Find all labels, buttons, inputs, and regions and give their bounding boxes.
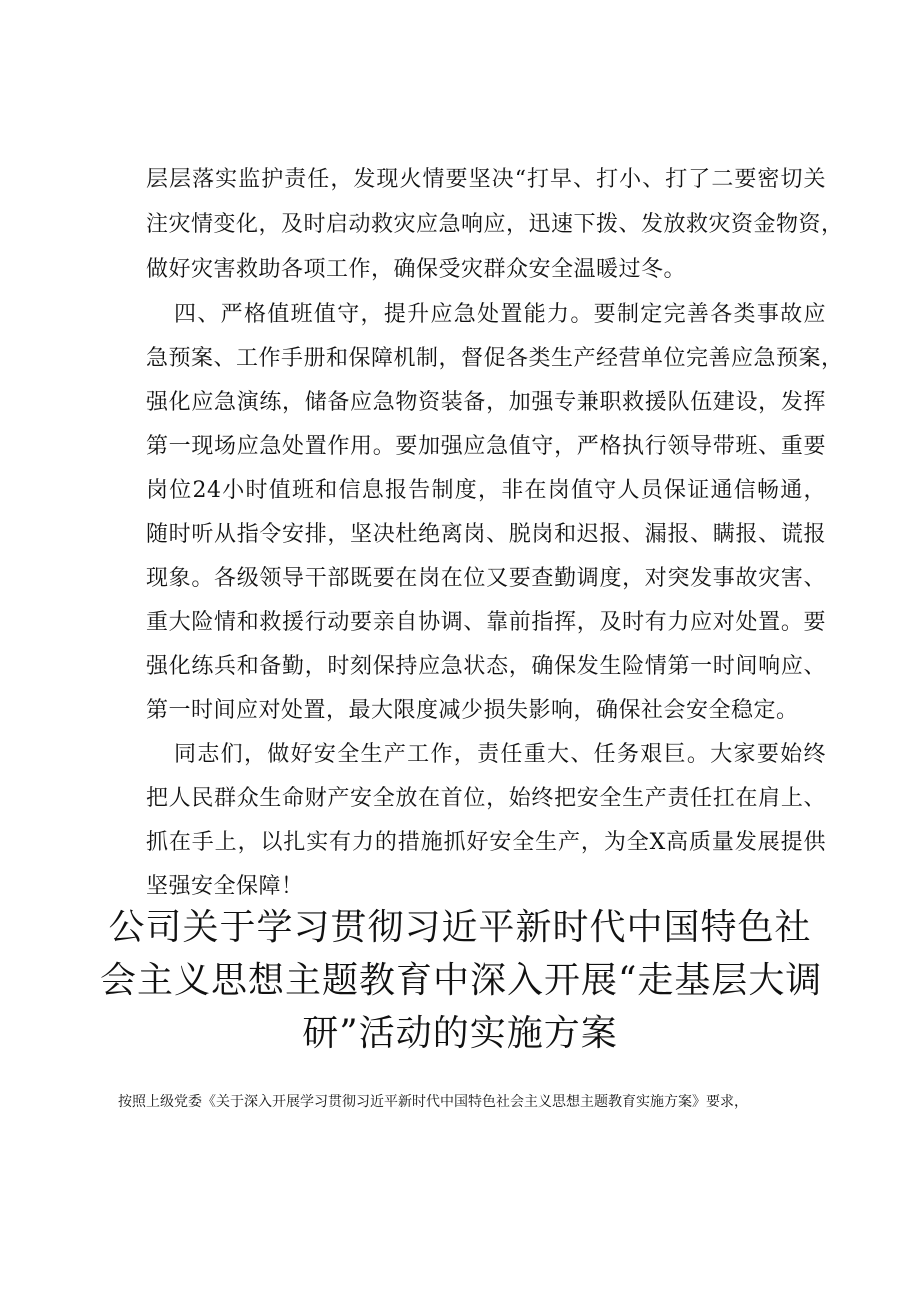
- paragraph-1-line-2: 注灾情变化，及时启动救灾应急响应，迅速下拨、发放救灾资金物资，: [146, 212, 844, 237]
- paragraph-2-line-2: 急预案、工作手册和保障机制，督促各类生产经营单位完善应急预案，: [146, 346, 844, 371]
- paragraph-2-line-4: 第一现场应急处置作用。要加强应急值守，严格执行领导带班、重要: [146, 434, 826, 459]
- paragraph-3-line-4: 坚强安全保障！: [146, 874, 304, 899]
- paragraph-2-line-7: 现象。各级领导干部既要在岗在位又要查勤调度，对突发事故灾害、: [146, 566, 826, 591]
- intro-paragraph: 按照上级党委《关于深入开展学习贯彻习近平新时代中国特色社会主义思想主题教育实施方案》要求，: [118, 1094, 748, 1110]
- document-title-line-2: 会主义思想主题教育中深入开展“走基层大调: [100, 960, 823, 1001]
- paragraph-3-line-2: 把人民群众生命财产安全放在首位，始终把安全生产责任扛在肩上、: [146, 786, 826, 811]
- paragraph-3-line-1: 同志们，做好安全生产工作，责任重大、任务艰巨。大家要始终: [174, 742, 826, 767]
- document-title-line-3: 研”活动的实施方案: [302, 1013, 618, 1054]
- paragraph-1-line-3: 做好灾害救助各项工作，确保受灾群众安全温暖过冬。: [146, 257, 687, 282]
- paragraph-2-line-9: 强化练兵和备勤，时刻保持应急状态，确保发生险情第一时间响应、: [146, 654, 826, 679]
- paragraph-2-line-6: 随时听从指令安排，坚决杜绝离岗、脱岗和迟报、漏报、瞒报、谎报: [146, 522, 826, 547]
- paragraph-2-line-5: 岗位24小时值班和信息报告制度，非在岗值守人员保证通信畅通，: [146, 478, 826, 503]
- paragraph-2-line-3: 强化应急演练，储备应急物资装备，加强专兼职救援队伍建设，发挥: [146, 390, 826, 415]
- paragraph-2-line-8: 重大险情和救援行动要亲自协调、靠前指挥，及时有力应对处置。要: [146, 610, 826, 635]
- paragraph-1-line-1: 层层落实监护责任，发现火情要坚决“打早、打小、打了二要密切关: [146, 167, 826, 192]
- paragraph-2-line-1: 四、严格值班值守，提升应急处置能力。要制定完善各类事故应: [174, 302, 826, 327]
- document-title-line-1: 公司关于学习贯彻习近平新时代中国特色社: [108, 907, 812, 948]
- paragraph-3-line-3: 抓在手上，以扎实有力的措施抓好安全生产，为全X高质量发展提供: [146, 830, 826, 855]
- paragraph-2-line-10: 第一时间应对处置，最大限度减少损失影响，确保社会安全稳定。: [146, 698, 799, 723]
